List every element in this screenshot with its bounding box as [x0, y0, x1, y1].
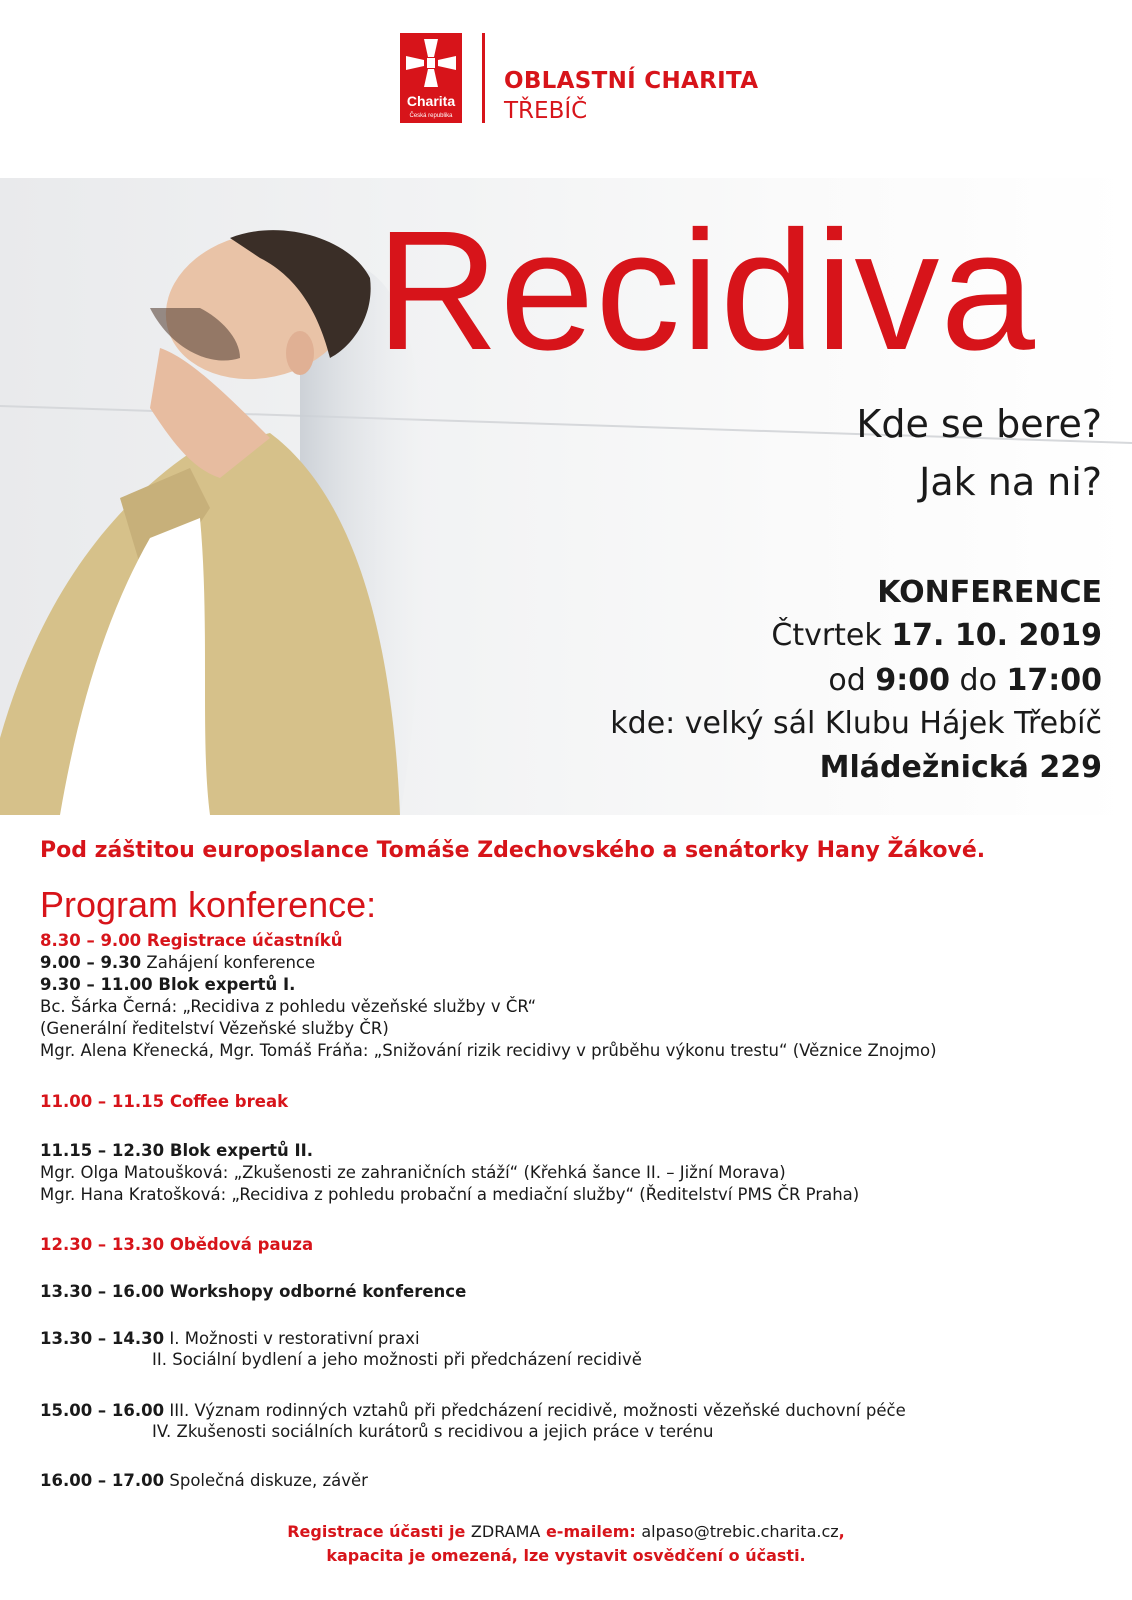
program-item: Bc. Šárka Černá: „Recidiva z pohledu vězeňské služby v ČR“ — [40, 997, 537, 1016]
event-day: Čtvrtek — [771, 618, 882, 653]
program-title: Program konference: — [40, 884, 377, 925]
program-item: Mgr. Hana Kratošková: „Recidiva z pohledu probační a mediační služby“ (Ředitelství PMS ČR Praha) — [40, 1185, 860, 1204]
capacity-note: kapacita je omezená, lze vystavit osvědčení o účasti. — [326, 1546, 806, 1565]
program-item: 16.00 – 17.00 Společná diskuze, závěr — [40, 1471, 368, 1490]
question-2: Jak na ni? — [919, 460, 1102, 504]
program-item: 9.00 – 9.30 Zahájení konference — [40, 953, 316, 972]
event-place: kde: velký sál Klubu Hájek Třebíč — [610, 706, 1102, 741]
program-item: 9.30 – 11.00 Blok expertů I. — [40, 975, 296, 994]
logo-wordmark: Charita — [406, 93, 456, 109]
main-title: Recidiva — [376, 196, 1036, 386]
event-time — [828, 663, 1102, 698]
program-item: 8.30 – 9.00 Registrace účastníků — [40, 931, 343, 950]
program-item: (Generální ředitelství Vězeňské služby ČR) — [40, 1019, 389, 1038]
event-type: KONFERENCE — [877, 575, 1102, 610]
org-name: OBLASTNÍ CHARITA — [504, 68, 759, 94]
logo-divider — [482, 33, 485, 123]
program-item: II. Sociální bydlení a jeho možnosti při předcházení recidivě — [152, 1350, 642, 1369]
program-item: 15.00 – 16.00 III. Význam rodinných vztahů při předcházení recidivě, možnosti vězeňské duchovní péče — [40, 1401, 906, 1420]
question-1: Kde se bere? — [856, 402, 1102, 446]
program-item: IV. Zkušenosti sociálních kurátorů s recidivou a jejich práce v terénu — [152, 1422, 714, 1441]
time-from-label: od — [828, 663, 866, 698]
event-address: Mládežnická 229 — [819, 750, 1102, 785]
email-link[interactable]: alpaso@trebic.charita.cz — [641, 1522, 839, 1541]
cross-icon — [400, 33, 462, 93]
time-from: 9:00 — [875, 663, 950, 698]
program-item: 12.30 – 13.30 Obědová pauza — [40, 1235, 314, 1254]
charita-logo — [400, 33, 462, 123]
time-to-label: do — [959, 663, 997, 698]
logo-country: Česká republika — [409, 113, 453, 119]
patronage-line: Pod záštitou europoslance Tomáše Zdechovského a senátorky Hany Žákové. — [40, 838, 986, 863]
org-city: TŘEBÍČ — [504, 98, 588, 124]
program-item: 11.00 – 11.15 Coffee break — [40, 1092, 289, 1111]
program-item: Mgr. Alena Křenecká, Mgr. Tomáš Fráňa: „Snižování rizik recidivy v průběhu výkonu trestu“ (Věznice Znojmo) — [40, 1041, 937, 1060]
event-date-value: 17. 10. 2019 — [891, 618, 1102, 653]
program-item: 13.30 – 14.30 I. Možnosti v restorativní praxi — [40, 1329, 420, 1348]
registration-note: Registrace účasti je ZDRAMA e-mailem: alpaso@trebic.charita.cz, — [287, 1522, 845, 1541]
program-item: Mgr. Olga Matoušková: „Zkušenosti ze zahraničních stáží“ (Křehká šance II. – Jižní Morava) — [40, 1163, 786, 1182]
program-item: 11.15 – 12.30 Blok expertů II. — [40, 1141, 314, 1160]
time-to: 17:00 — [1006, 663, 1102, 698]
program-item: 13.30 – 16.00 Workshopy odborné konference — [40, 1282, 467, 1301]
event-date — [771, 618, 1102, 653]
